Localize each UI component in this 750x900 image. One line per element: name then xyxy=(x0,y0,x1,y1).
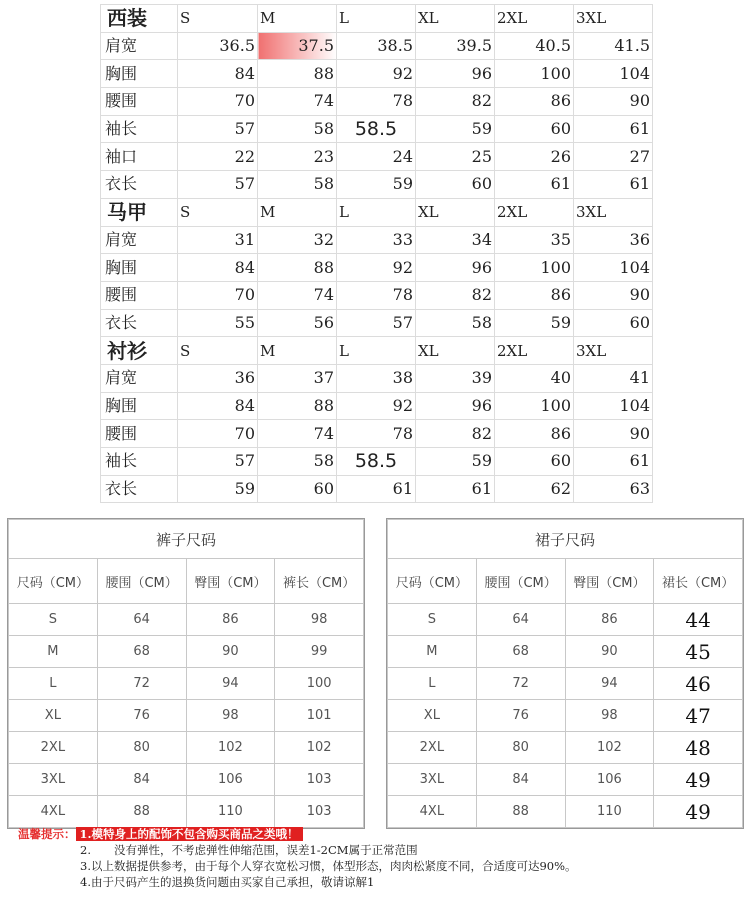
pants-header-row xyxy=(9,559,364,604)
measure-value: 22 xyxy=(178,143,258,171)
chart-cell: 4XL xyxy=(9,796,98,828)
measure-value: 84 xyxy=(178,254,258,282)
shirt-row xyxy=(101,364,653,392)
measure-value: 88 xyxy=(258,254,337,282)
chart-cell: 49 xyxy=(654,764,743,796)
measure-value: 104 xyxy=(574,254,653,282)
chart-cell: L xyxy=(388,668,477,700)
suit-row xyxy=(101,32,653,60)
shirt-row xyxy=(101,448,653,476)
measure-value: 61 xyxy=(574,115,653,143)
chart-cell: 64 xyxy=(476,604,565,636)
pants-row xyxy=(9,700,364,732)
vest-row xyxy=(101,309,653,337)
skirt-row xyxy=(388,796,743,828)
measure-value: 24 xyxy=(337,143,416,171)
measure-value: 33 xyxy=(337,226,416,254)
measure-label: 肩宽 xyxy=(101,32,178,60)
measure-value: 58 xyxy=(416,309,495,337)
chart-cell: 80 xyxy=(476,732,565,764)
measure-value: 61 xyxy=(416,475,495,503)
shirt-header-row xyxy=(101,337,653,365)
measure-value: 60 xyxy=(258,475,337,503)
measure-value: 38.5 xyxy=(337,32,416,60)
chart-cell: 110 xyxy=(565,796,654,828)
size-label: M xyxy=(258,5,337,33)
column-header: 腰围（CM） xyxy=(97,559,186,604)
chart-cell: S xyxy=(9,604,98,636)
measure-value: 88 xyxy=(258,392,337,420)
measure-label: 衣长 xyxy=(101,171,178,199)
measure-value: 86 xyxy=(495,420,574,448)
chart-cell: M xyxy=(9,636,98,668)
garment-size-table xyxy=(100,4,653,503)
chart-cell: 106 xyxy=(565,764,654,796)
size-label: 2XL xyxy=(495,5,574,33)
tips-label: 温馨提示： xyxy=(18,827,76,841)
chart-cell: 2XL xyxy=(388,732,477,764)
chart-cell: 103 xyxy=(275,796,364,828)
chart-cell: 110 xyxy=(186,796,275,828)
size-label: 3XL xyxy=(574,198,653,226)
chart-cell: 98 xyxy=(275,604,364,636)
measure-label: 袖口 xyxy=(101,143,178,171)
chart-cell: S xyxy=(388,604,477,636)
measure-value: 60 xyxy=(495,115,574,143)
chart-cell: 84 xyxy=(476,764,565,796)
size-label: M xyxy=(258,337,337,365)
suit-title: 西装 xyxy=(101,5,178,33)
size-label: XL xyxy=(416,198,495,226)
pants-row xyxy=(9,764,364,796)
chart-cell: 68 xyxy=(97,636,186,668)
chart-cell: 3XL xyxy=(388,764,477,796)
pants-title: 裤子尺码 xyxy=(9,520,364,559)
measure-value: 82 xyxy=(416,420,495,448)
measure-value: 70 xyxy=(178,88,258,116)
suit-row xyxy=(101,171,653,199)
column-header: 臀围（CM） xyxy=(186,559,275,604)
measure-value: 96 xyxy=(416,60,495,88)
chart-cell: 49 xyxy=(654,796,743,828)
measure-value: 59 xyxy=(178,475,258,503)
pants-row xyxy=(9,668,364,700)
measure-value: 40 xyxy=(495,364,574,392)
measure-value: 78 xyxy=(337,281,416,309)
chart-cell: 64 xyxy=(97,604,186,636)
chart-cell: 76 xyxy=(97,700,186,732)
shirt-title: 衬衫 xyxy=(101,337,178,365)
vest-title: 马甲 xyxy=(101,198,178,226)
measure-value: 74 xyxy=(258,88,337,116)
suit-row xyxy=(101,143,653,171)
measure-value: 27 xyxy=(574,143,653,171)
measure-value: 60 xyxy=(416,171,495,199)
measure-value: 58.5 xyxy=(337,448,416,476)
measure-value: 59 xyxy=(416,448,495,476)
measure-label: 腰围 xyxy=(101,420,178,448)
chart-cell: 72 xyxy=(476,668,565,700)
vest-row xyxy=(101,254,653,282)
measure-value: 100 xyxy=(495,392,574,420)
chart-cell: 84 xyxy=(97,764,186,796)
size-label: M xyxy=(258,198,337,226)
measure-label: 衣长 xyxy=(101,309,178,337)
chart-cell: 100 xyxy=(275,668,364,700)
chart-cell: XL xyxy=(388,700,477,732)
measure-value: 57 xyxy=(178,171,258,199)
measure-value: 78 xyxy=(337,88,416,116)
chart-cell: 103 xyxy=(275,764,364,796)
measure-value: 92 xyxy=(337,254,416,282)
measure-value: 74 xyxy=(258,281,337,309)
measure-value: 88 xyxy=(258,60,337,88)
measure-value: 61 xyxy=(337,475,416,503)
pants-row xyxy=(9,636,364,668)
measure-value: 55 xyxy=(178,309,258,337)
size-label: L xyxy=(337,5,416,33)
measure-value: 82 xyxy=(416,281,495,309)
suit-row xyxy=(101,88,653,116)
vest-row xyxy=(101,281,653,309)
measure-label: 袖长 xyxy=(101,448,178,476)
chart-cell: 88 xyxy=(97,796,186,828)
pants-caption-row xyxy=(9,520,364,559)
measure-value: 60 xyxy=(495,448,574,476)
measure-value: 104 xyxy=(574,392,653,420)
chart-cell: 86 xyxy=(565,604,654,636)
column-header: 臀围（CM） xyxy=(565,559,654,604)
chart-cell: 3XL xyxy=(9,764,98,796)
pants-size-chart xyxy=(7,518,365,829)
measure-label: 腰围 xyxy=(101,281,178,309)
skirt-row xyxy=(388,732,743,764)
chart-cell: 68 xyxy=(476,636,565,668)
measure-value: 40.5 xyxy=(495,32,574,60)
chart-cell: 106 xyxy=(186,764,275,796)
measure-value: 86 xyxy=(495,281,574,309)
size-label: XL xyxy=(416,5,495,33)
measure-label: 胸围 xyxy=(101,392,178,420)
suit-header-row xyxy=(101,5,653,33)
measure-value: 36.5 xyxy=(178,32,258,60)
measure-label: 胸围 xyxy=(101,254,178,282)
measure-value: 58 xyxy=(258,115,337,143)
size-label: S xyxy=(178,337,258,365)
measure-value: 57 xyxy=(337,309,416,337)
chart-cell: 99 xyxy=(275,636,364,668)
measure-value: 38 xyxy=(337,364,416,392)
measure-value: 36 xyxy=(178,364,258,392)
chart-cell: 90 xyxy=(186,636,275,668)
chart-cell: M xyxy=(388,636,477,668)
chart-cell: 88 xyxy=(476,796,565,828)
measure-value: 35 xyxy=(495,226,574,254)
measure-label: 肩宽 xyxy=(101,364,178,392)
measure-value: 90 xyxy=(574,420,653,448)
chart-cell: 48 xyxy=(654,732,743,764)
chart-cell: 98 xyxy=(565,700,654,732)
measure-label: 衣长 xyxy=(101,475,178,503)
chart-cell: 80 xyxy=(97,732,186,764)
chart-cell: 47 xyxy=(654,700,743,732)
column-header: 裙长（CM） xyxy=(654,559,743,604)
skirt-row xyxy=(388,700,743,732)
chart-cell: 45 xyxy=(654,636,743,668)
measure-label: 腰围 xyxy=(101,88,178,116)
measure-value: 70 xyxy=(178,281,258,309)
chart-cell: 2XL xyxy=(9,732,98,764)
measure-value: 31 xyxy=(178,226,258,254)
chart-cell: 94 xyxy=(565,668,654,700)
size-label: 2XL xyxy=(495,337,574,365)
measure-value: 92 xyxy=(337,60,416,88)
chart-cell: 101 xyxy=(275,700,364,732)
measure-value: 34 xyxy=(416,226,495,254)
note-line-3: 3.以上数据提供参考，由于每个人穿衣宽松习惯，体型形态，肉肉松紧度不同，合适度可达90%。 xyxy=(80,859,577,873)
suit-row xyxy=(101,115,653,143)
skirt-row xyxy=(388,604,743,636)
measure-value: 63 xyxy=(574,475,653,503)
measure-value: 26 xyxy=(495,143,574,171)
note-line-4: 4.由于尺码产生的退换货问题由买家自己承担，敬请谅解1 xyxy=(80,875,375,889)
measure-value: 60 xyxy=(574,309,653,337)
measure-label: 袖长 xyxy=(101,115,178,143)
size-label: 3XL xyxy=(574,337,653,365)
measure-value: 100 xyxy=(495,60,574,88)
chart-cell: 90 xyxy=(565,636,654,668)
vest-header-row xyxy=(101,198,653,226)
skirt-row xyxy=(388,668,743,700)
column-header: 尺码（CM） xyxy=(388,559,477,604)
shirt-row xyxy=(101,475,653,503)
pants-row xyxy=(9,604,364,636)
chart-cell: 102 xyxy=(186,732,275,764)
chart-cell: 102 xyxy=(565,732,654,764)
measure-value: 61 xyxy=(574,171,653,199)
measure-value: 90 xyxy=(574,88,653,116)
size-label: S xyxy=(178,5,258,33)
measure-value: 92 xyxy=(337,392,416,420)
measure-value: 70 xyxy=(178,420,258,448)
skirt-title: 裙子尺码 xyxy=(388,520,743,559)
suit-row xyxy=(101,60,653,88)
measure-value: 32 xyxy=(258,226,337,254)
chart-cell: 4XL xyxy=(388,796,477,828)
measure-value: 41 xyxy=(574,364,653,392)
column-header: 腰围（CM） xyxy=(476,559,565,604)
size-label: S xyxy=(178,198,258,226)
skirt-header-row xyxy=(388,559,743,604)
skirt-caption-row xyxy=(388,520,743,559)
size-label: L xyxy=(337,198,416,226)
measure-value: 41.5 xyxy=(574,32,653,60)
measure-value: 56 xyxy=(258,309,337,337)
size-label: XL xyxy=(416,337,495,365)
chart-cell: L xyxy=(9,668,98,700)
measure-value: 96 xyxy=(416,392,495,420)
measure-value: 100 xyxy=(495,254,574,282)
measure-value: 82 xyxy=(416,88,495,116)
chart-cell: 72 xyxy=(97,668,186,700)
shirt-row xyxy=(101,392,653,420)
size-label: 2XL xyxy=(495,198,574,226)
vest-row xyxy=(101,226,653,254)
measure-value: 59 xyxy=(495,309,574,337)
measure-label: 肩宽 xyxy=(101,226,178,254)
chart-cell: 46 xyxy=(654,668,743,700)
tips-banner: 1.模特身上的配饰不包含购买商品之类哦！ xyxy=(76,827,303,841)
measure-value: 57 xyxy=(178,448,258,476)
note-line-2: 2. 没有弹性，不考虑弹性伸缩范围，误差1-2CM属于正常范围 xyxy=(80,843,418,857)
pants-row xyxy=(9,796,364,828)
chart-cell: XL xyxy=(9,700,98,732)
chart-cell: 102 xyxy=(275,732,364,764)
measure-value: 39.5 xyxy=(416,32,495,60)
measure-value: 59 xyxy=(416,115,495,143)
measure-label: 胸围 xyxy=(101,60,178,88)
measure-value: 36 xyxy=(574,226,653,254)
chart-cell: 94 xyxy=(186,668,275,700)
notes xyxy=(18,826,738,890)
measure-value: 39 xyxy=(416,364,495,392)
skirt-row xyxy=(388,764,743,796)
measure-value: 84 xyxy=(178,60,258,88)
measure-value: 90 xyxy=(574,281,653,309)
measure-value: 23 xyxy=(258,143,337,171)
measure-value: 37.5 xyxy=(258,32,337,60)
shirt-row xyxy=(101,420,653,448)
column-header: 尺码（CM） xyxy=(9,559,98,604)
size-label: L xyxy=(337,337,416,365)
measure-value: 62 xyxy=(495,475,574,503)
measure-value: 84 xyxy=(178,392,258,420)
measure-value: 61 xyxy=(495,171,574,199)
measure-value: 104 xyxy=(574,60,653,88)
measure-value: 58 xyxy=(258,171,337,199)
measure-value: 37 xyxy=(258,364,337,392)
measure-value: 57 xyxy=(178,115,258,143)
measure-value: 86 xyxy=(495,88,574,116)
size-label: 3XL xyxy=(574,5,653,33)
measure-value: 58.5 xyxy=(337,115,416,143)
measure-value: 61 xyxy=(574,448,653,476)
measure-value: 58 xyxy=(258,448,337,476)
measure-value: 74 xyxy=(258,420,337,448)
measure-value: 96 xyxy=(416,254,495,282)
chart-cell: 98 xyxy=(186,700,275,732)
skirt-size-chart xyxy=(386,518,744,829)
measure-value: 78 xyxy=(337,420,416,448)
measure-value: 25 xyxy=(416,143,495,171)
column-header: 裤长（CM） xyxy=(275,559,364,604)
skirt-row xyxy=(388,636,743,668)
chart-cell: 44 xyxy=(654,604,743,636)
measure-value: 59 xyxy=(337,171,416,199)
chart-cell: 76 xyxy=(476,700,565,732)
chart-cell: 86 xyxy=(186,604,275,636)
pants-row xyxy=(9,732,364,764)
